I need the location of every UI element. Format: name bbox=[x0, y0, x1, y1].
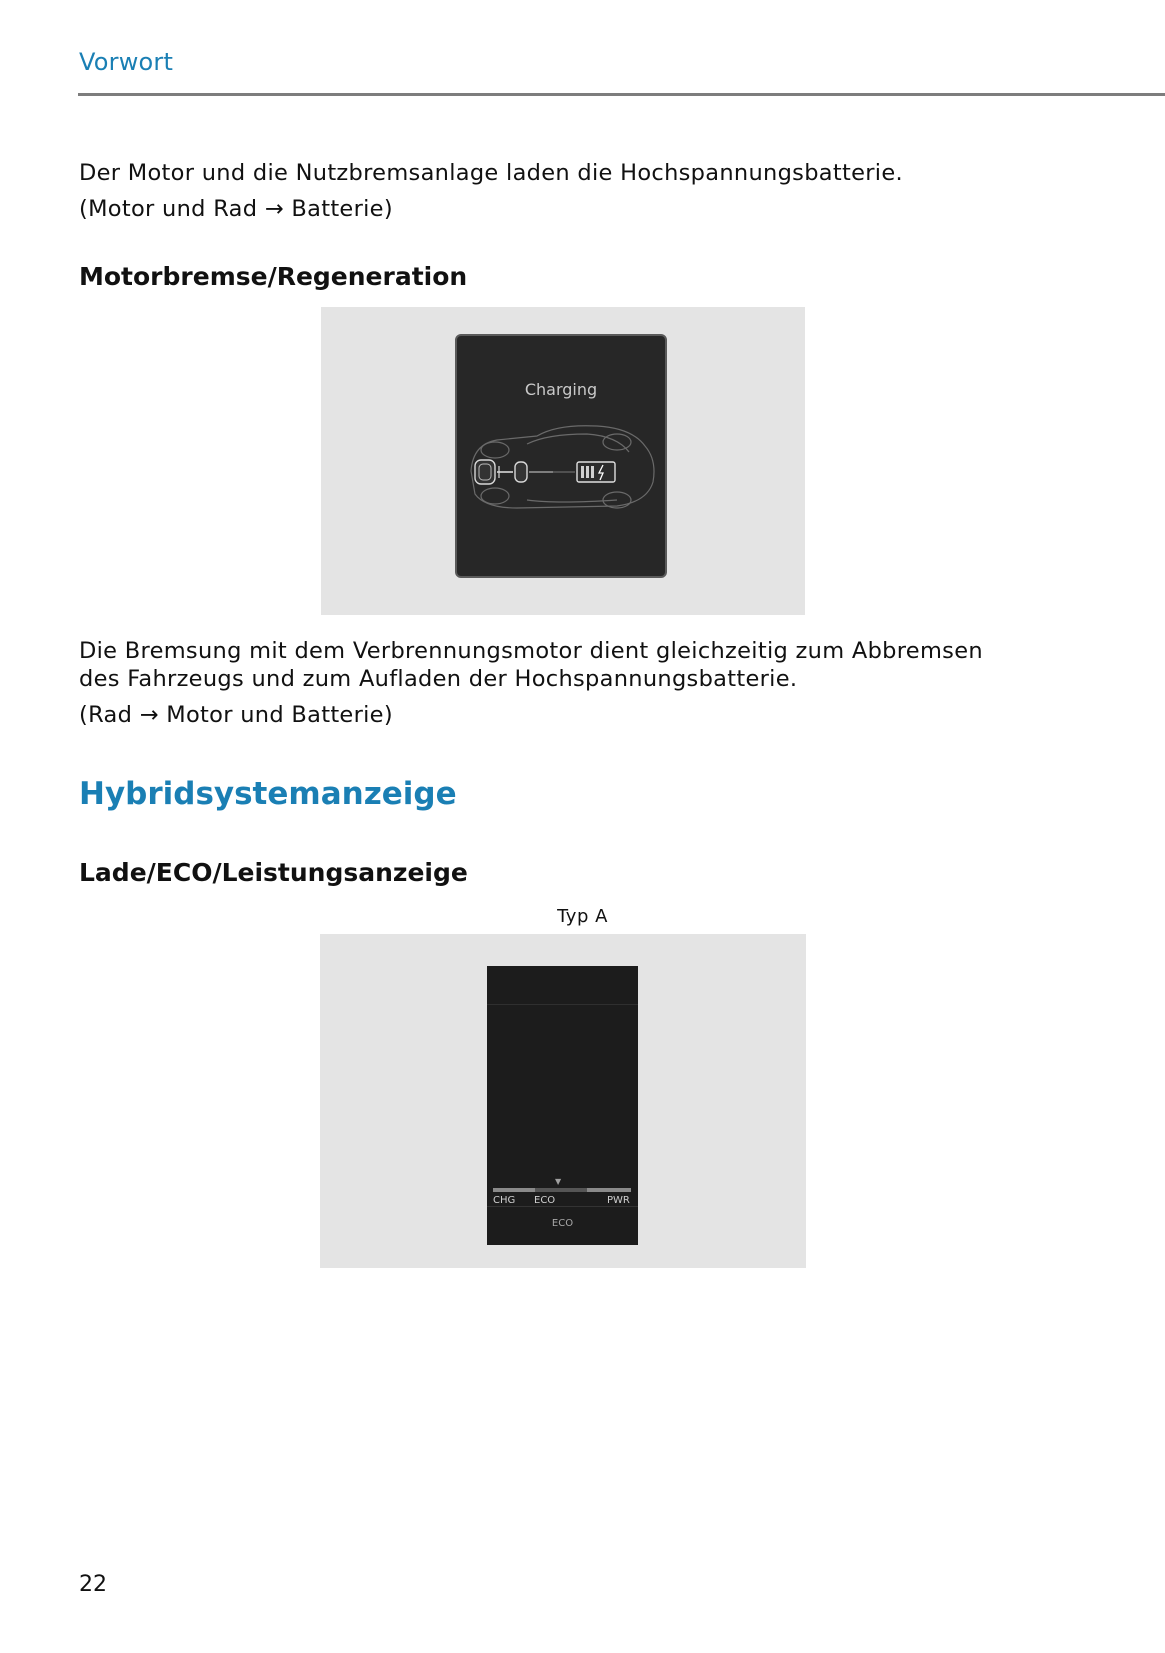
gauge-segment-eco bbox=[535, 1188, 587, 1192]
page-number: 22 bbox=[79, 1572, 107, 1597]
charging-label: Charging bbox=[524, 380, 598, 399]
gauge-segment-pwr bbox=[587, 1188, 631, 1192]
charging-screen bbox=[455, 334, 667, 578]
motorbremse-heading: Motorbremse/Regeneration bbox=[79, 262, 468, 291]
gauge-mode-label: ECO bbox=[551, 1218, 574, 1229]
header-rule bbox=[78, 93, 1165, 96]
gauge-figure bbox=[320, 934, 806, 1268]
gauge-label-eco: ECO bbox=[534, 1195, 556, 1206]
gauge-label-chg: CHG bbox=[493, 1195, 516, 1206]
gauge-pointer-icon: ▼ bbox=[555, 1177, 562, 1186]
gauge-label-pwr: PWR bbox=[607, 1195, 630, 1206]
intro-line-2: (Motor und Rad → Batterie) bbox=[79, 196, 393, 222]
section-title: Vorwort bbox=[79, 48, 174, 76]
engine-icon bbox=[515, 462, 527, 482]
gauge-screen bbox=[487, 966, 638, 1245]
car-energy-flow-diagram bbox=[457, 416, 665, 526]
intro-line-1: Der Motor und die Nutzbremsanlage laden die Hochspannungsbatterie. bbox=[79, 160, 903, 186]
hybrid-heading: Hybridsystemanzeige bbox=[79, 776, 457, 812]
gauge-segment-chg bbox=[493, 1188, 535, 1192]
motorbremse-text-2: des Fahrzeugs und zum Aufladen der Hochspannungsbatterie. bbox=[79, 666, 798, 692]
motor-icon bbox=[475, 460, 495, 484]
figure-caption: Typ A bbox=[557, 906, 608, 927]
motorbremse-text-3: (Rad → Motor und Batterie) bbox=[79, 702, 393, 728]
battery-icon bbox=[577, 462, 615, 482]
hybrid-subheading: Lade/ECO/Leistungsanzeige bbox=[79, 858, 468, 887]
charging-figure bbox=[321, 307, 805, 615]
motorbremse-text-1: Die Bremsung mit dem Verbrennungsmotor dient gleichzeitig zum Abbremsen bbox=[79, 638, 983, 664]
